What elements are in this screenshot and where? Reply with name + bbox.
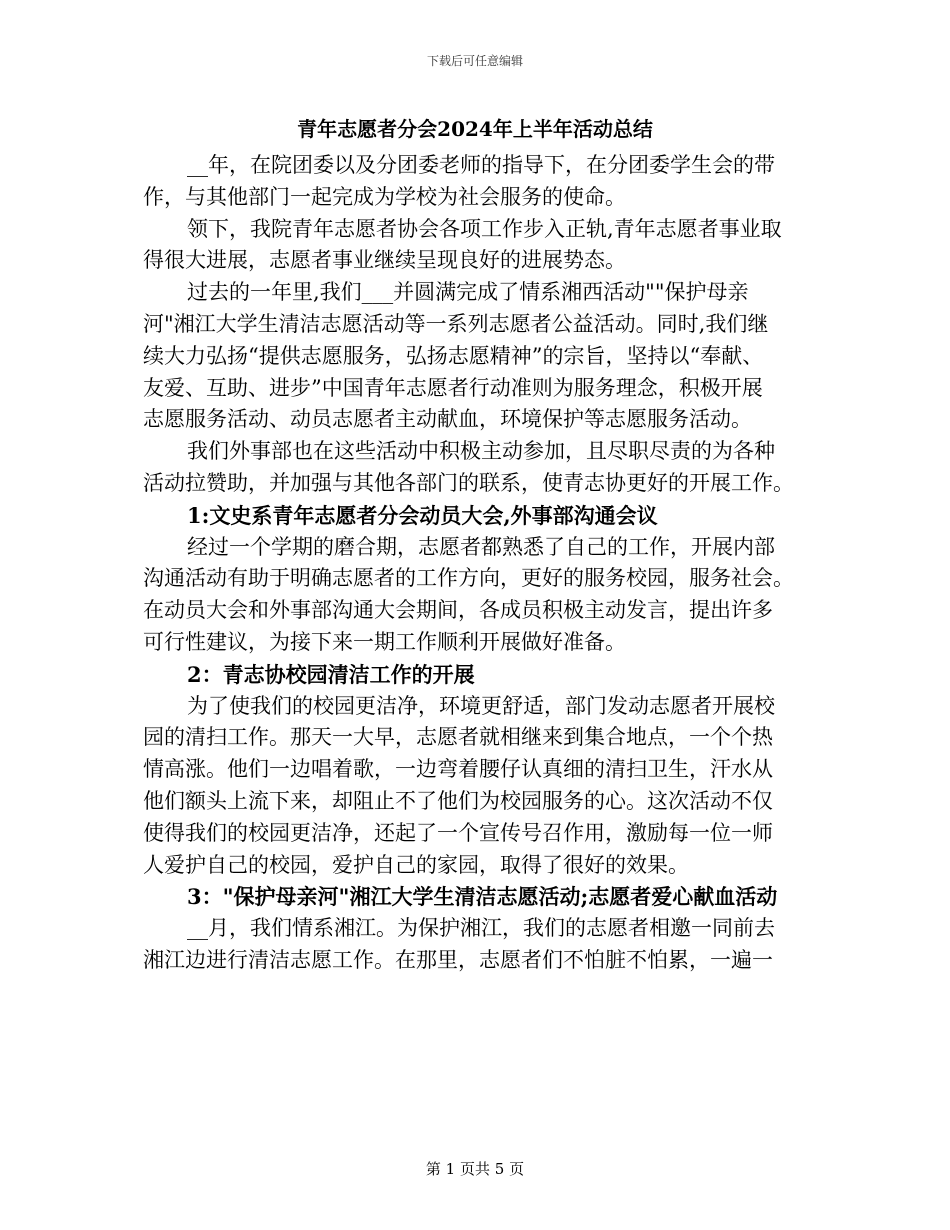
paragraph-line: 过去的一年里,我们___并圆满完成了情系湘西活动""保护母亲 xyxy=(187,280,749,305)
paragraph-line: 得很大进展，志愿者事业继续呈现良好的进展势态。 xyxy=(143,248,626,273)
header-note: 下载后可任意编辑 xyxy=(426,54,523,68)
paragraph-line: 可行性建议，为接下来一期工作顺利开展做好准备。 xyxy=(143,629,626,654)
paragraph-line: 园的清扫工作。那天一大早，志愿者就相继来到集合地点，一个个热 xyxy=(143,725,773,750)
paragraph-line: 我们外事部也在这些活动中积极主动参加，且尽职尽责的为各种 xyxy=(187,439,775,464)
paragraph-line: 河"湘江大学生清洁志愿活动等一系列志愿者公益活动。同时,我们继 xyxy=(143,311,769,336)
paragraph-line: __月，我们情系湘江。为保护湘江，我们的志愿者相邀一同前去 xyxy=(187,916,775,941)
paragraph-line: 沟通活动有助于明确志愿者的工作方向，更好的服务校园，服务社会。 xyxy=(143,566,794,591)
paragraph-line: 为了使我们的校园更洁净，环境更舒适，部门发动志愿者开展校 xyxy=(187,693,775,718)
paragraph-line: 情高涨。他们一边唱着歌，一边弯着腰仔认真细的清扫卫生，汗水从 xyxy=(143,757,773,782)
section-heading: 2：青志协校园清洁工作的开展 xyxy=(187,661,475,687)
paragraph-line: 湘江边进行清洁志愿工作。在那里，志愿者们不怕脏不怕累，一遍一 xyxy=(143,947,773,972)
document-title: 青年志愿者分会2024年上半年活动总结 xyxy=(297,117,653,141)
paragraph-line: 志愿服务活动、动员志愿者主动献血，环境保护等志愿服务活动。 xyxy=(143,407,752,432)
paragraph-line: 续大力弘扬“提供志愿服务，弘扬志愿精神”的宗旨，坚持以“奉献、 xyxy=(143,343,764,368)
paragraph-line: 友爱、互助、进步”中国青年志愿者行动准则为服务理念，积极开展 xyxy=(143,375,763,400)
paragraph-line: 经过一个学期的磨合期，志愿者都熟悉了自己的工作，开展内部 xyxy=(187,534,775,559)
paragraph-line: 在动员大会和外事部沟通大会期间，各成员积极主动发言，提出许多 xyxy=(143,598,773,623)
paragraph-line: 人爱护自己的校园，爱护自己的家园，取得了很好的效果。 xyxy=(143,852,689,877)
paragraph-line: 活动拉赞助，并加强与其他各部门的联系，使青志协更好的开展工作。 xyxy=(143,470,794,495)
document-body xyxy=(143,150,807,977)
section-heading: 1:文史系青年志愿者分会动员大会,外事部沟通会议 xyxy=(187,502,658,528)
paragraph-line: 使得我们的校园更洁净，还起了一个宣传号召作用，激励每一位一师 xyxy=(143,820,773,845)
paragraph-line: __年，在院团委以及分团委老师的指导下，在分团委学生会的带 xyxy=(187,153,775,177)
section-heading: 3："保护母亲河"湘江大学生清洁志愿活动;志愿者爱心献血活动 xyxy=(187,884,778,910)
paragraph-line: 他们额头上流下来，却阻止不了他们为校园服务的心。这次活动不仅 xyxy=(143,788,773,813)
page-footer: 第 1 页共 5 页 xyxy=(425,1160,525,1178)
paragraph-line: 领下，我院青年志愿者协会各项工作步入正轨,青年志愿者事业取 xyxy=(187,216,782,241)
paragraph-line: 作，与其他部门一起完成为学校为社会服务的使命。 xyxy=(143,184,626,209)
